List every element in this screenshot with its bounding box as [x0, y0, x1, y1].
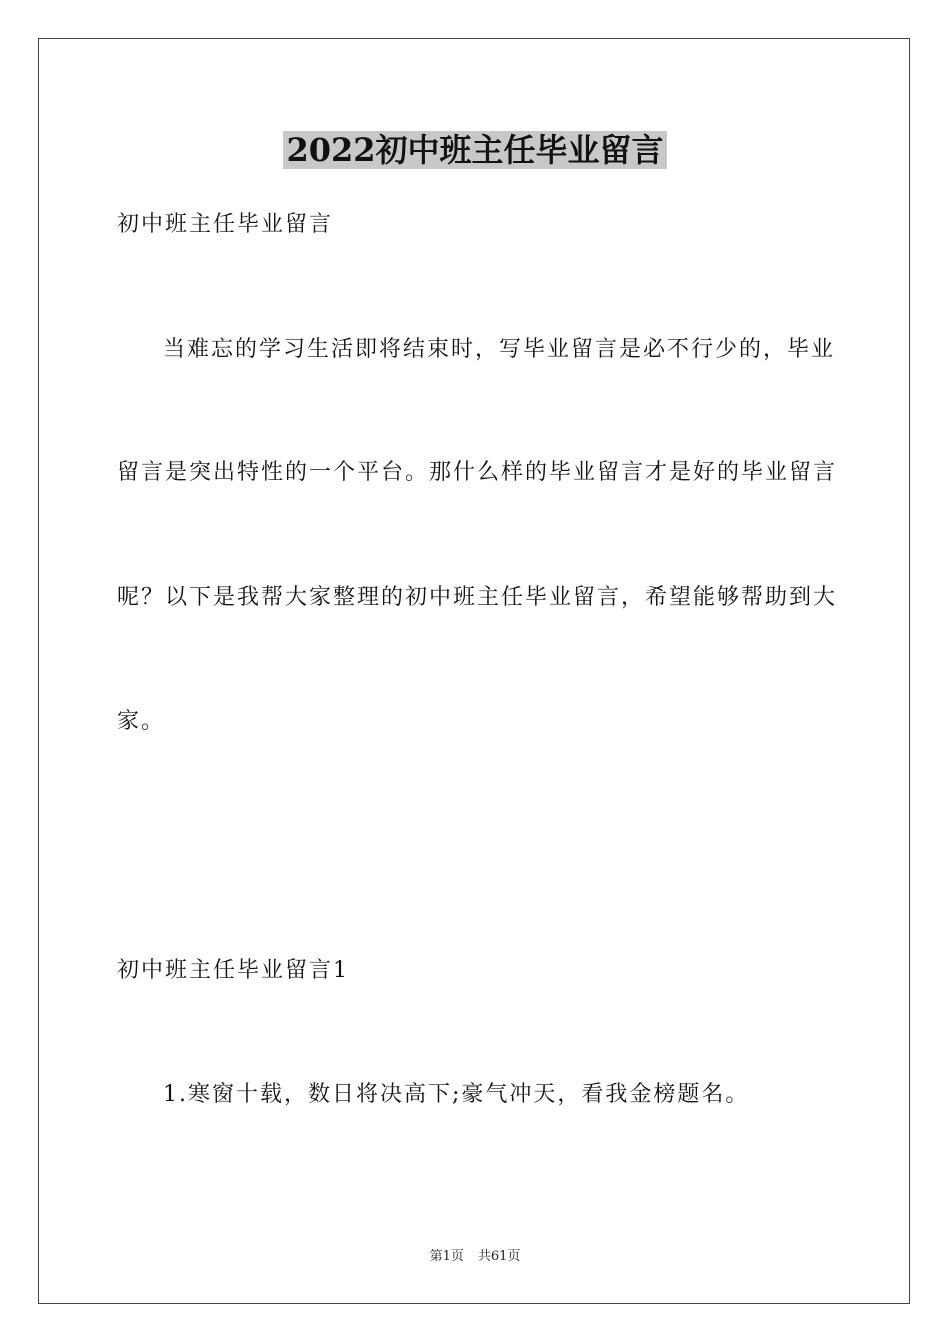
intro-line-2: 留言是突出特性的一个平台。那什么样的毕业留言才是好的毕业留言	[117, 460, 838, 485]
intro-line-4: 家。	[117, 709, 166, 734]
intro-line-1: 当难忘的学习生活即将结束时，写毕业留言是必不行少的，毕业	[163, 337, 836, 362]
list-item: 1.寒窗十载，数日将决高下;豪气冲天，看我金榜题名。	[163, 1082, 750, 1107]
document-title	[0, 128, 950, 172]
page-footer	[0, 1248, 950, 1266]
document-title-text: 2022初中班主任毕业留言	[283, 131, 666, 169]
page-number: 第1页	[429, 1249, 464, 1264]
section-heading: 初中班主任毕业留言1	[117, 958, 349, 983]
document-subtitle: 初中班主任毕业留言	[117, 212, 334, 237]
intro-line-3: 呢？以下是我帮大家整理的初中班主任毕业留言，希望能够帮助到大	[117, 585, 838, 610]
page-total: 共61页	[477, 1249, 521, 1264]
